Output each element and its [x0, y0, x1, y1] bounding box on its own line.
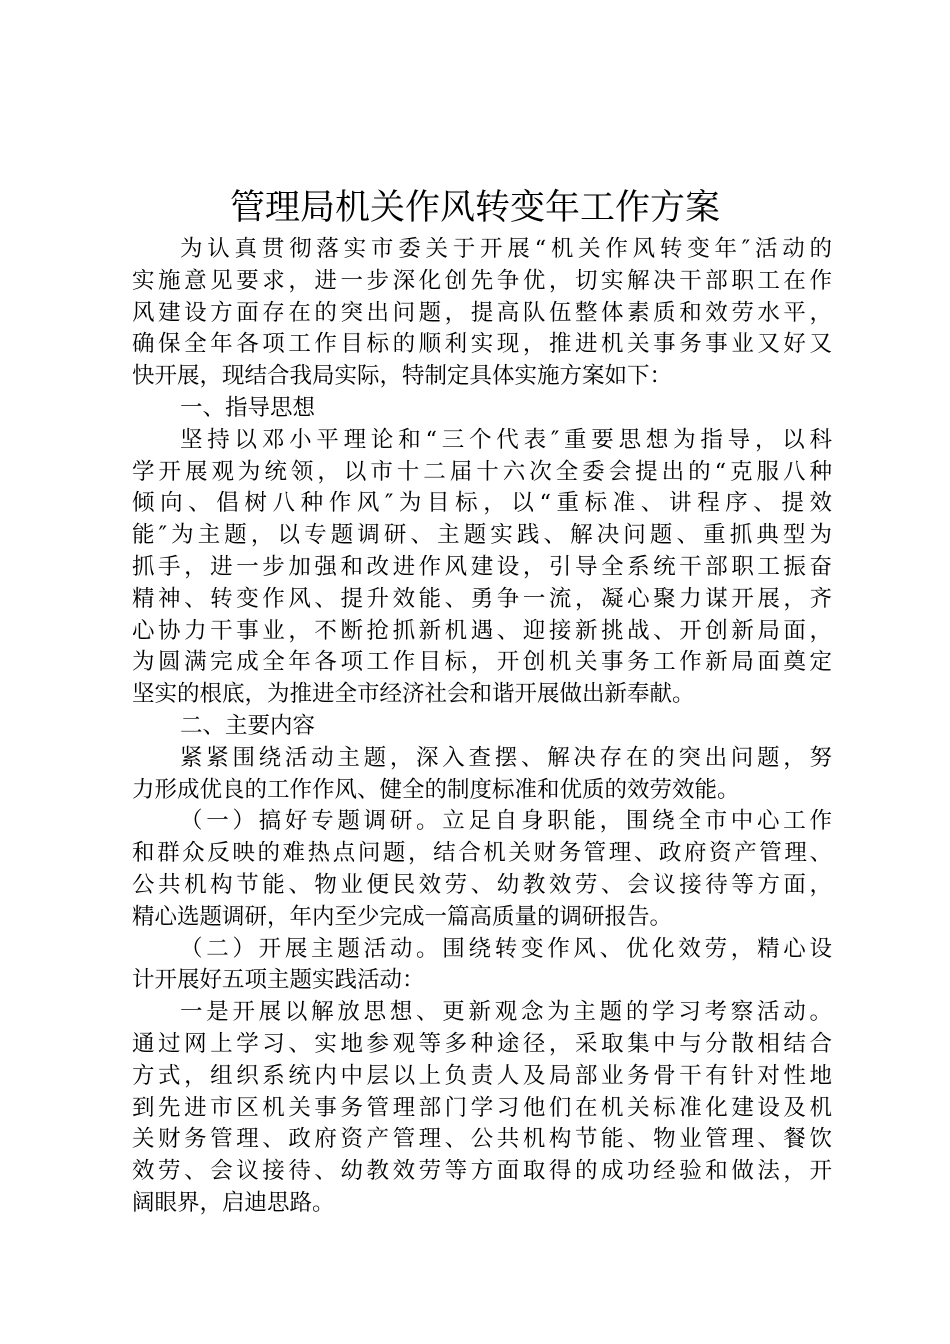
text-line: 方式，组织系统内中层以上负责人及局部业务骨干有针对性地: [132, 1062, 832, 1089]
text-line: 计开展好五项主题实践活动：: [132, 967, 425, 994]
section-heading: 一、指导思想: [180, 394, 316, 421]
text-line: 阔眼界，启迪思路。: [132, 1189, 335, 1216]
document-body: [132, 234, 832, 1220]
text-line: 通过网上学习、实地参观等多种途径，采取集中与分散相结合: [132, 1030, 832, 1057]
text-line: 关财务管理、政府资产管理、公共机构节能、物业管理、餐饮: [132, 1126, 832, 1153]
section-heading: 二、主要内容: [180, 712, 316, 739]
text-line: 风建设方面存在的突出问题，提高队伍整体素质和效劳水平，: [132, 299, 832, 326]
text-line: 紧紧围绕活动主题，深入查摆、解决存在的突出问题，努: [180, 744, 832, 771]
text-line: 公共机构节能、物业便民效劳、幼教效劳、会议接待等方面，: [132, 871, 832, 898]
text-line: 精神、转变作风、提升效能、勇争一流，凝心聚力谋开展，齐: [132, 585, 832, 612]
text-line: 一是开展以解放思想、更新观念为主题的学习考察活动。: [180, 999, 832, 1026]
text-line: 为圆满完成全年各项工作目标，开创机关事务工作新局面奠定: [132, 649, 832, 676]
text-line: 能″为主题，以专题调研、主题实践、解决问题、重抓典型为: [132, 522, 832, 549]
text-line: 精心选题调研，年内至少完成一篇高质量的调研报告。: [132, 903, 673, 930]
text-line: 效劳、会议接待、幼教效劳等方面取得的成功经验和做法，开: [132, 1158, 832, 1185]
document-title: 管理局机关作风转变年工作方案: [229, 188, 720, 228]
text-line: 坚持以邓小平理论和“三个代表″重要思想为指导，以科: [180, 426, 832, 453]
text-line: 为认真贯彻落实市委关于开展“机关作风转变年″活动的: [180, 236, 832, 262]
text-line: 心协力干事业，不断抢抓新机遇、迎接新挑战、开创新局面，: [132, 617, 832, 644]
text-line: 到先进市区机关事务管理部门学习他们在机关标准化建设及机: [132, 1094, 832, 1121]
text-line: 快开展，现结合我局实际，特制定具体实施方案如下：: [132, 363, 673, 390]
text-line: 倾向、倡树八种作风″为目标，以“重标准、讲程序、提效: [132, 490, 832, 517]
text-line: 学开展观为统领，以市十二届十六次全委会提出的“克服八种: [132, 458, 832, 485]
text-line: （一）搞好专题调研。立足自身职能，围绕全市中心工作: [180, 808, 832, 835]
text-line: 和群众反映的难热点问题，结合机关财务管理、政府资产管理、: [132, 840, 832, 867]
text-line: 力形成优良的工作作风、健全的制度标准和优质的效劳效能。: [132, 776, 740, 803]
text-line: （二）开展主题活动。围绕转变作风、优化效劳，精心设: [180, 935, 832, 962]
text-line: 确保全年各项工作目标的顺利实现，推进机关事务事业又好又: [132, 331, 832, 358]
text-line: 坚实的根底，为推进全市经济社会和谐开展做出新奉献。: [132, 681, 695, 708]
text-line: 实施意见要求，进一步深化创先争优，切实解决干部职工在作: [132, 267, 832, 294]
text-line: 抓手，进一步加强和改进作风建设，引导全系统干部职工振奋: [132, 553, 832, 580]
